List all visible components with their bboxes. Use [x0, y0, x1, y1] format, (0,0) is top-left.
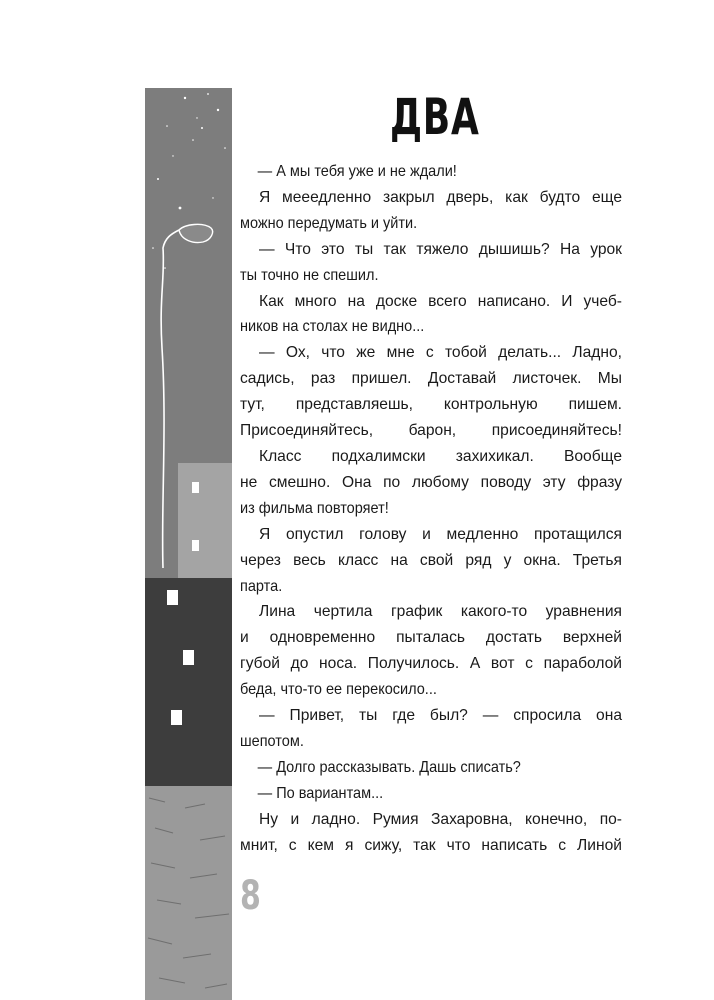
- ground: [145, 786, 232, 1000]
- text-line: ты точно не спешил.: [240, 266, 379, 284]
- text-line: губой до носа. Получилось. А вот с параболой: [240, 655, 622, 673]
- text-line: — А мы тебя уже и не ждали!: [257, 163, 457, 180]
- text-line: — Ох, что же мне с тобой делать... Ладно,: [259, 344, 622, 362]
- window: [192, 540, 199, 551]
- window: [171, 710, 182, 725]
- page-number: 8: [240, 873, 261, 919]
- text-line: Присоединяйтесь, барон, присоединяйтесь!: [240, 422, 622, 440]
- text-line: ников на столах не видно...: [240, 318, 425, 336]
- text-line: Как много на доске всего написано. И учеб-: [259, 292, 622, 310]
- text-line: — Что это ты так тяжело дышишь? На урок: [259, 240, 622, 258]
- text-line: парта.: [240, 577, 283, 595]
- window: [183, 650, 194, 665]
- side-illustration: [145, 88, 232, 1000]
- text-line: Лина чертила график какого-то уравнения: [259, 603, 622, 621]
- text-line: мнит, с кем я сижу, так что написать с Линой: [240, 836, 622, 854]
- text-line: — Привет, ты где был? — спросила она: [259, 707, 622, 725]
- text-line: — Долго рассказывать. Дашь списать?: [257, 758, 521, 776]
- window: [167, 590, 178, 605]
- body-text: [240, 159, 622, 858]
- text-line: тут, представляешь, контрольную пишем.: [240, 396, 622, 414]
- text-line: Класс подхалимски захихикал. Вообще: [259, 447, 622, 465]
- text-line: шепотом.: [240, 732, 304, 750]
- text-line: Я опустил голову и медленно протащился: [259, 525, 622, 543]
- text-line: Ну и ладно. Румия Захаровна, конечно, по-: [259, 810, 622, 828]
- text-line: через весь класс на свой ряд у окна. Третья: [240, 551, 622, 569]
- text-line: — По вариантам...: [257, 784, 384, 802]
- dark-building: [145, 578, 232, 786]
- text-line: садись, раз пришел. Доставай листочек. Мы: [240, 370, 622, 388]
- lit-building: [178, 463, 232, 578]
- night-street-illustration: [145, 88, 232, 1000]
- text-line: не смешно. Она по любому поводу эту фразу: [240, 473, 622, 491]
- text-line: можно передумать и уйти.: [240, 214, 418, 232]
- chapter-title: ДВА: [390, 88, 480, 146]
- text-line: и одновременно пыталась достать верхней: [240, 629, 622, 647]
- text-line: Я мееедленно закрыл дверь, как будто еще: [259, 188, 622, 206]
- window: [192, 482, 199, 493]
- text-line: беда, что-то ее перекосило...: [240, 681, 437, 699]
- text-line: из фильма повторяет!: [240, 499, 389, 517]
